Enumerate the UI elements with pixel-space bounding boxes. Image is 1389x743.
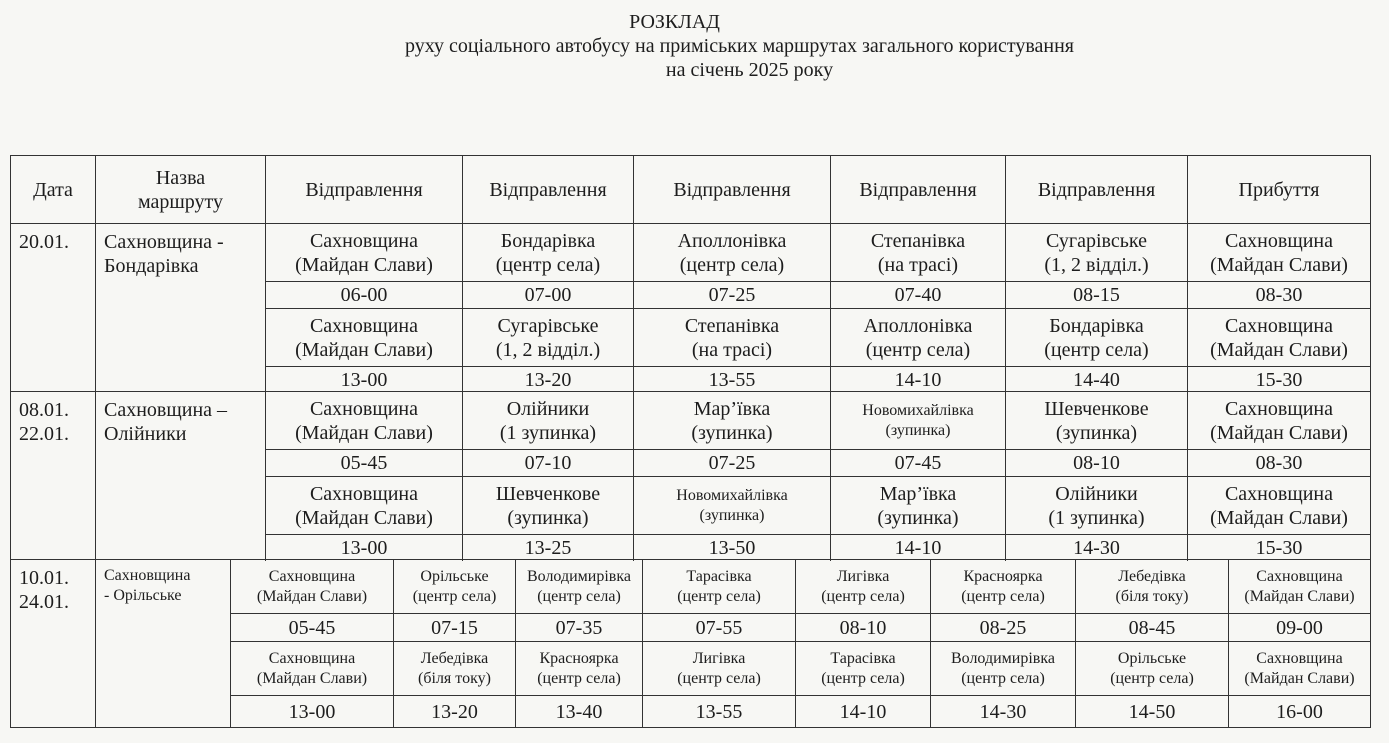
r3-trip1-time-3	[515, 613, 642, 641]
r1-trip1-stop-1	[265, 223, 462, 281]
r1-trip1-stop-1-line-2: (Майдан Слави)	[295, 253, 433, 276]
r2-trip2-time-3	[633, 534, 830, 561]
r1-trip1-stop-4	[830, 223, 1005, 281]
r2-trip1-stop-4-line-2: (зупинка)	[885, 421, 951, 439]
r3-trip1-time-2	[393, 613, 515, 641]
r1-trip1-stop-4-line-1: Степанівка	[870, 229, 966, 252]
r2-trip1-stop-6-line-2: (Майдан Слави)	[1210, 421, 1348, 444]
r1-trip2-time-4-line-1: 14-10	[894, 369, 942, 391]
r1-trip2-time-4	[830, 366, 1005, 393]
r2-trip2-time-4-line-1: 14-10	[894, 537, 942, 559]
r2-trip1-time-5-line-1: 08-10	[1073, 452, 1120, 474]
r1-trip2-time-1-line-1: 13-00	[340, 369, 388, 391]
title-line-3: на січень 2025 року	[665, 59, 834, 81]
r3-trip1-stop-5	[795, 559, 930, 613]
r2-trip2-stop-2-line-2: (зупинка)	[507, 506, 589, 529]
r1-trip1-time-5-line-1: 08-15	[1073, 284, 1120, 306]
r1-trip1-time-1-line-1: 06-00	[340, 284, 388, 306]
r3-route-name-line-2: - Орільське	[104, 587, 182, 604]
r2-date-line-2: 22.01.	[19, 423, 69, 445]
r3-trip2-stop-5	[795, 641, 930, 695]
r2-trip1-stop-3-line-1: Мар’ївка	[693, 397, 771, 420]
r2-trip1-stop-4	[830, 391, 1005, 449]
r3-trip1-time-1-line-1: 05-45	[288, 616, 336, 639]
r1-trip1-time-1	[265, 281, 462, 308]
r3-trip2-time-2	[393, 695, 515, 727]
header-departure-5-line-1: Відправлення	[1037, 178, 1156, 201]
title-line-1: РОЗКЛАД	[629, 11, 720, 33]
header-departure-1-line-1: Відправлення	[305, 178, 423, 201]
r3-trip1-stop-8-line-1: Сахновщина	[1256, 567, 1343, 585]
r3-trip2-time-4	[642, 695, 795, 727]
r3-trip2-stop-8-line-1: Сахновщина	[1256, 649, 1343, 667]
r3-trip1-time-6-line-1: 08-25	[979, 616, 1027, 639]
r3-trip2-stop-5-line-2: (центр села)	[821, 669, 905, 687]
r3-trip2-time-8	[1228, 695, 1370, 727]
r1-trip2-stop-3-line-2: (на трасі)	[691, 338, 773, 361]
r1-trip2-stop-1-line-2: (Майдан Слави)	[295, 338, 433, 361]
r3-trip2-stop-2	[393, 641, 515, 695]
r2-trip2-stop-6-line-1: Сахновщина	[1224, 482, 1334, 505]
r2-trip2-time-1-line-1: 13-00	[340, 537, 388, 559]
r2-trip2-stop-5-line-1: Олійники	[1055, 482, 1138, 505]
r3-trip1-stop-8	[1228, 559, 1370, 613]
r3-date-line-2: 24.01.	[19, 591, 69, 613]
r1-trip1-stop-2-line-1: Бондарівка	[500, 229, 596, 252]
r2-trip1-stop-6	[1187, 391, 1370, 449]
r2-trip1-time-1	[265, 449, 462, 476]
r1-trip2-time-3-line-1: 13-55	[708, 369, 756, 391]
r3-trip2-stop-4-line-1: Лигівка	[692, 649, 746, 667]
r1-trip2-stop-5-line-2: (центр села)	[1044, 338, 1149, 361]
r1-trip2-stop-5	[1005, 308, 1187, 366]
header-date	[10, 155, 95, 223]
header-departure-4	[830, 155, 1005, 223]
r1-trip1-stop-4-line-2: (на трасі)	[877, 253, 959, 276]
r3-trip2-stop-1-line-1: Сахновщина	[268, 649, 356, 667]
r3-trip2-time-1-line-1: 13-00	[288, 700, 336, 723]
r1-trip2-stop-3-line-1: Степанівка	[684, 314, 780, 337]
r2-trip2-stop-1	[265, 476, 462, 534]
r3-trip1-time-6	[930, 613, 1075, 641]
header-departure-2-line-1: Відправлення	[489, 178, 607, 201]
r3-trip1-stop-5-line-2: (центр села)	[821, 587, 905, 605]
r1-trip1-stop-2	[462, 223, 633, 281]
r3-trip2-time-5	[795, 695, 930, 727]
r2-trip1-stop-3	[633, 391, 830, 449]
r2-trip1-time-5	[1005, 449, 1187, 476]
header-route-name	[95, 155, 265, 223]
r2-trip1-stop-6-line-1: Сахновщина	[1224, 397, 1334, 420]
header-departure-3	[633, 155, 830, 223]
r3-trip1-time-1	[230, 613, 393, 641]
r1-trip2-stop-4-line-1: Аполлонівка	[863, 314, 973, 337]
r2-trip2-time-5	[1005, 534, 1187, 561]
r3-trip2-stop-7-line-1: Орільське	[1117, 649, 1187, 667]
document-title	[0, 10, 1389, 82]
r2-date	[10, 391, 95, 561]
r2-trip2-stop-4-line-1: Мар’ївка	[879, 482, 957, 505]
r3-trip1-stop-3-line-2: (центр села)	[537, 587, 621, 605]
r3-trip1-stop-3-line-1: Володимирівка	[526, 567, 631, 585]
r2-trip2-stop-2	[462, 476, 633, 534]
r1-trip1-stop-3	[633, 223, 830, 281]
r2-trip2-time-6-line-1: 15-30	[1255, 537, 1303, 559]
r1-trip2-stop-3	[633, 308, 830, 366]
r2-trip1-stop-2	[462, 391, 633, 449]
r1-trip2-stop-2	[462, 308, 633, 366]
r3-trip1-stop-5-line-1: Лигівка	[836, 567, 890, 585]
r2-trip2-stop-3-line-1: Новомихайлівка	[676, 486, 788, 504]
table-border	[10, 727, 1371, 728]
r1-trip2-time-6-line-1: 15-30	[1255, 369, 1303, 391]
r3-trip1-time-7	[1075, 613, 1228, 641]
r2-trip2-stop-6-line-2: (Майдан Слави)	[1210, 506, 1348, 529]
r1-date	[10, 223, 95, 393]
r3-trip1-stop-2	[393, 559, 515, 613]
r2-trip1-stop-1-line-2: (Майдан Слави)	[295, 421, 433, 444]
r3-route-name-line-1: Сахновщина	[104, 567, 191, 584]
r2-trip2-stop-1-line-1: Сахновщина	[309, 482, 419, 505]
r3-trip2-stop-6-line-1: Володимирівка	[950, 649, 1055, 667]
r3-trip2-stop-6	[930, 641, 1075, 695]
r3-trip2-time-1	[230, 695, 393, 727]
r1-trip2-time-3	[633, 366, 830, 393]
r3-trip2-time-7-line-1: 14-50	[1128, 700, 1176, 723]
r2-trip1-time-3	[633, 449, 830, 476]
r3-trip2-stop-4-line-2: (центр села)	[677, 669, 761, 687]
r2-trip1-stop-1-line-1: Сахновщина	[309, 397, 419, 420]
r2-trip2-stop-3-line-2: (зупинка)	[699, 506, 765, 524]
r1-trip2-time-5	[1005, 366, 1187, 393]
r1-trip2-time-6	[1187, 366, 1370, 393]
r1-trip1-time-6-line-1: 08-30	[1255, 284, 1303, 306]
r3-trip2-stop-3	[515, 641, 642, 695]
r3-trip2-stop-1-line-2: (Майдан Слави)	[256, 669, 368, 687]
r2-trip1-stop-3-line-2: (зупинка)	[691, 421, 773, 444]
r3-trip1-time-3-line-1: 07-35	[555, 616, 603, 639]
r2-trip1-time-3-line-1: 07-25	[708, 452, 756, 474]
r1-trip2-stop-4	[830, 308, 1005, 366]
r3-trip1-time-8	[1228, 613, 1370, 641]
r1-trip1-time-5	[1005, 281, 1187, 308]
header-departure-3-line-1: Відправлення	[673, 178, 791, 201]
r2-date-line-1: 08.01.	[19, 399, 69, 421]
r3-trip2-time-4-line-1: 13-55	[695, 700, 743, 723]
r2-trip2-time-2-line-1: 13-25	[524, 537, 572, 559]
r3-trip2-stop-3-line-1: Красноярка	[539, 649, 619, 667]
r3-trip1-stop-1-line-2: (Майдан Слави)	[256, 587, 368, 605]
r3-route-name	[95, 559, 230, 727]
r3-trip2-stop-6-line-2: (центр села)	[961, 669, 1045, 687]
r2-trip2-stop-5-line-2: (1 зупинка)	[1048, 506, 1145, 529]
r3-trip1-stop-4	[642, 559, 795, 613]
r1-trip1-time-2	[462, 281, 633, 308]
r2-trip1-stop-5-line-2: (зупинка)	[1055, 421, 1138, 444]
r3-trip2-stop-1	[230, 641, 393, 695]
r1-trip2-stop-2-line-2: (1, 2 відділ.)	[495, 338, 601, 361]
r3-date	[10, 559, 95, 727]
r2-trip2-time-3-line-1: 13-50	[708, 537, 756, 559]
r2-trip1-stop-2-line-1: Олійники	[506, 397, 590, 420]
r3-trip1-time-2-line-1: 07-15	[431, 616, 478, 639]
r1-trip1-stop-6	[1187, 223, 1370, 281]
r2-trip2-time-5-line-1: 14-30	[1073, 537, 1120, 559]
r2-trip1-stop-2-line-2: (1 зупинка)	[499, 421, 597, 444]
r1-trip1-time-4	[830, 281, 1005, 308]
r1-trip1-time-4-line-1: 07-40	[894, 284, 942, 306]
r3-trip1-stop-2-line-1: Орільське	[420, 567, 489, 585]
r1-trip2-stop-2-line-1: Сугарівське	[497, 314, 599, 337]
r1-trip2-time-2	[462, 366, 633, 393]
r2-route-name-line-2: Олійники	[104, 423, 187, 445]
r3-trip1-stop-6-line-2: (центр села)	[961, 587, 1045, 605]
r2-trip1-stop-5	[1005, 391, 1187, 449]
r1-trip1-stop-6-line-2: (Майдан Слави)	[1210, 253, 1348, 276]
r2-trip2-time-6	[1187, 534, 1370, 561]
r3-trip2-stop-8	[1228, 641, 1370, 695]
header-route-name-line-2: маршруту	[137, 190, 223, 213]
header-route-name-line-1: Назва	[155, 166, 206, 189]
r2-trip1-stop-1	[265, 391, 462, 449]
r3-trip2-time-6-line-1: 14-30	[979, 700, 1027, 723]
r2-trip1-time-4	[830, 449, 1005, 476]
r3-trip2-stop-4	[642, 641, 795, 695]
header-date-line-1: Дата	[33, 178, 73, 201]
r2-trip2-stop-6	[1187, 476, 1370, 534]
r1-trip1-stop-5-line-2: (1, 2 відділ.)	[1044, 253, 1149, 276]
r1-date-line-1: 20.01.	[19, 231, 69, 253]
r3-trip1-stop-8-line-2: (Майдан Слави)	[1244, 587, 1355, 605]
r2-trip2-stop-2-line-1: Шевченкове	[495, 482, 601, 505]
r3-trip1-stop-6	[930, 559, 1075, 613]
r3-trip2-stop-5-line-1: Тарасівка	[830, 649, 896, 667]
r2-trip1-time-4-line-1: 07-45	[894, 452, 942, 474]
r3-trip1-time-5-line-1: 08-10	[839, 616, 887, 639]
r3-trip1-time-5	[795, 613, 930, 641]
r3-trip2-time-8-line-1: 16-00	[1276, 700, 1323, 723]
header-arrival	[1187, 155, 1370, 223]
r2-trip2-stop-3	[633, 476, 830, 534]
r2-trip2-time-1	[265, 534, 462, 561]
r2-trip1-time-6-line-1: 08-30	[1255, 452, 1303, 474]
r1-trip1-stop-5	[1005, 223, 1187, 281]
r3-trip2-stop-2-line-2: (біля току)	[418, 669, 491, 687]
r1-trip1-stop-1-line-1: Сахновщина	[309, 229, 419, 252]
r1-trip2-stop-5-line-1: Бондарівка	[1049, 314, 1144, 337]
r1-trip1-time-2-line-1: 07-00	[524, 284, 572, 306]
r3-date-line-1: 10.01.	[19, 567, 69, 589]
r1-trip1-stop-6-line-1: Сахновщина	[1224, 229, 1334, 252]
header-departure-5	[1005, 155, 1187, 223]
r2-trip2-time-2	[462, 534, 633, 561]
r3-trip2-stop-7	[1075, 641, 1228, 695]
r3-trip2-stop-7-line-2: (центр села)	[1110, 669, 1194, 687]
r2-trip1-stop-5-line-1: Шевченкове	[1044, 397, 1149, 420]
r1-trip1-stop-3-line-2: (центр села)	[679, 253, 785, 276]
r1-trip1-stop-5-line-1: Сугарівське	[1046, 229, 1147, 252]
r2-trip1-stop-4-line-1: Новомихайлівка	[862, 401, 974, 419]
r1-trip2-stop-6	[1187, 308, 1370, 366]
table-border	[1370, 155, 1371, 727]
r2-trip2-time-4	[830, 534, 1005, 561]
r3-trip1-time-8-line-1: 09-00	[1276, 616, 1323, 639]
r2-trip2-stop-1-line-2: (Майдан Слави)	[295, 506, 433, 529]
r3-trip2-stop-2-line-1: Лебедівка	[420, 649, 489, 667]
r3-trip1-stop-7-line-2: (біля току)	[1115, 587, 1189, 605]
r2-trip1-time-6	[1187, 449, 1370, 476]
r3-trip2-time-2-line-1: 13-20	[431, 700, 478, 723]
r2-trip2-stop-4-line-2: (зупинка)	[877, 506, 959, 529]
r3-trip2-stop-8-line-2: (Майдан Слави)	[1244, 669, 1355, 687]
r2-trip1-time-2-line-1: 07-10	[524, 452, 572, 474]
r3-trip1-stop-7	[1075, 559, 1228, 613]
r3-trip1-stop-6-line-1: Красноярка	[963, 567, 1043, 585]
r1-route-name-line-2: Бондарівка	[104, 255, 199, 277]
r3-trip2-time-3-line-1: 13-40	[555, 700, 603, 723]
r2-trip1-time-1-line-1: 05-45	[340, 452, 388, 474]
r1-trip2-stop-6-line-1: Сахновщина	[1224, 314, 1334, 337]
r3-trip1-time-7-line-1: 08-45	[1128, 616, 1176, 639]
r1-trip2-time-1	[265, 366, 462, 393]
r1-trip2-time-2-line-1: 13-20	[524, 369, 572, 391]
r3-trip1-stop-7-line-1: Лебедівка	[1118, 567, 1186, 585]
r1-trip1-time-3	[633, 281, 830, 308]
r3-trip1-stop-4-line-2: (центр села)	[677, 587, 761, 605]
r1-route-name-line-1: Сахновщина -	[104, 231, 224, 253]
title-line-2: руху соціального автобусу на приміських маршрутах загального користування	[405, 35, 1074, 57]
r1-trip1-time-6	[1187, 281, 1370, 308]
header-departure-1	[265, 155, 462, 223]
r1-trip1-stop-3-line-1: Аполлонівка	[677, 229, 787, 252]
r3-trip1-time-4	[642, 613, 795, 641]
r1-trip2-stop-4-line-2: (центр села)	[865, 338, 971, 361]
r3-trip1-time-4-line-1: 07-55	[695, 616, 743, 639]
r2-trip1-time-2	[462, 449, 633, 476]
r1-trip2-time-5-line-1: 14-40	[1073, 369, 1120, 391]
r3-trip2-time-7	[1075, 695, 1228, 727]
r1-trip1-time-3-line-1: 07-25	[708, 284, 756, 306]
r2-route-name-line-1: Сахновщина –	[104, 399, 228, 421]
r3-trip1-stop-3	[515, 559, 642, 613]
header-departure-4-line-1: Відправлення	[859, 178, 977, 201]
header-arrival-line-1: Прибуття	[1238, 178, 1320, 201]
r3-trip1-stop-1	[230, 559, 393, 613]
r3-trip2-time-3	[515, 695, 642, 727]
r3-trip2-stop-3-line-2: (центр села)	[537, 669, 621, 687]
r1-trip1-stop-2-line-2: (центр села)	[495, 253, 601, 276]
r3-trip2-time-5-line-1: 14-10	[839, 700, 887, 723]
r3-trip2-time-6	[930, 695, 1075, 727]
r3-trip1-stop-4-line-1: Тарасівка	[686, 567, 752, 585]
r1-trip2-stop-1	[265, 308, 462, 366]
r1-trip2-stop-1-line-1: Сахновщина	[309, 314, 419, 337]
header-departure-2	[462, 155, 633, 223]
r3-trip1-stop-2-line-2: (центр села)	[412, 587, 497, 605]
r1-trip2-stop-6-line-2: (Майдан Слави)	[1210, 338, 1348, 361]
r2-route-name	[95, 391, 265, 561]
r2-trip2-stop-4	[830, 476, 1005, 534]
r1-route-name	[95, 223, 265, 393]
r3-trip1-stop-1-line-1: Сахновщина	[268, 567, 356, 585]
r2-trip2-stop-5	[1005, 476, 1187, 534]
